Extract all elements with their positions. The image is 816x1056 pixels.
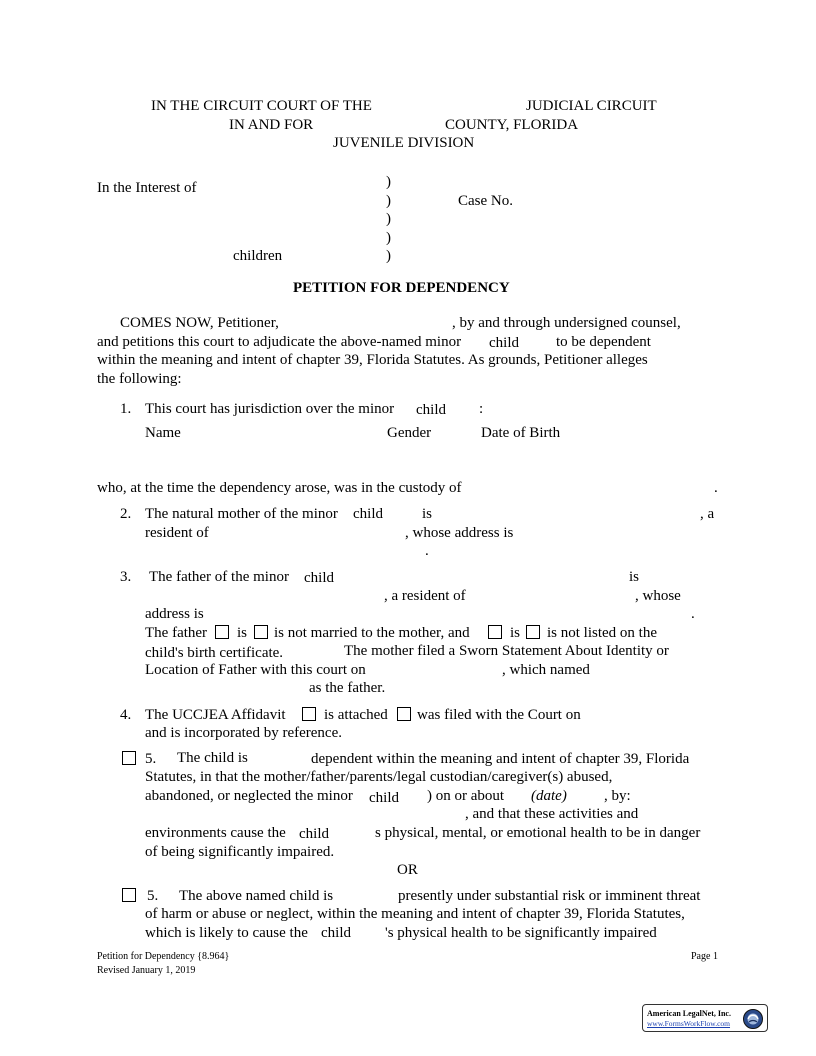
p2-address: , whose address is (405, 525, 514, 541)
p3-whose: , whose (635, 588, 681, 604)
intro-line1a: COMES NOW, Petitioner, (120, 315, 279, 331)
p5a-environments: environments cause the (145, 825, 286, 841)
case-number-label: Case No. (458, 193, 513, 209)
p5b-risk: presently under substantial risk or imminent threat (398, 888, 701, 904)
intro-line2b: to be dependent (556, 334, 651, 350)
p4-attached: is attached (324, 707, 388, 723)
p5a-number: 5. (145, 751, 157, 767)
legalnet-logo[interactable] (642, 1004, 768, 1032)
p1-number: 1. (120, 401, 132, 417)
p5a-physical: s physical, mental, or emotional health to be in danger (375, 825, 701, 841)
p3-not-listed: is not listed on the (547, 625, 657, 641)
p3-period: . (691, 606, 695, 622)
p5a-child-is: The child is (177, 750, 248, 766)
intro-line2a: and petitions this court to adjudicate the above-named minor (97, 334, 462, 350)
column-name: Name (145, 425, 181, 441)
p2-period: . (425, 543, 429, 559)
p5b-child: child (321, 925, 351, 941)
p3-not-married: is not married to the mother, and (274, 625, 470, 641)
p5b-checkbox[interactable] (122, 888, 136, 902)
p4-filed: was filed with the Court on (417, 707, 581, 723)
p3-birth-cert: child's birth certificate. (145, 645, 284, 661)
p3-resident: , a resident of (384, 588, 466, 604)
father-listed-checkbox[interactable] (488, 625, 502, 639)
p5a-on-about: ) on or about (427, 788, 505, 804)
p1-colon: : (479, 401, 484, 417)
p3-number: 3. (120, 569, 132, 585)
p1-child: child (416, 402, 446, 418)
p3-as-father: as the father. (309, 680, 386, 696)
p3-child: child (304, 570, 334, 586)
p4-number: 4. (120, 707, 132, 723)
caption-paren-3: ) (386, 211, 391, 227)
caption-paren-4: ) (386, 230, 391, 246)
p5a-activities: , and that these activities and (465, 806, 639, 822)
p4-text: The UCCJEA Affidavit (145, 707, 286, 723)
p4-incorporated: and is incorporated by reference. (145, 725, 342, 741)
footer-page: Page 1 (691, 951, 718, 962)
p5a-impaired: of being significantly impaired. (145, 844, 335, 860)
father-not-listed-checkbox[interactable] (526, 625, 540, 639)
caption-paren-2: ) (386, 193, 391, 209)
custody-text: who, at the time the dependency arose, was in the custody of (97, 480, 462, 496)
footer-revised: Revised January 1, 2019 (97, 965, 196, 976)
p3-is-2: is (510, 625, 521, 641)
intro-line3: within the meaning and intent of chapter 39, Florida Statutes. As grounds, Petitioner alleges (97, 352, 648, 368)
p5b-text: The above named child is (179, 888, 334, 904)
p5b-line3b: 's physical health to be significantly impaired (385, 925, 657, 941)
logo-url[interactable]: www.FormsWorkFlow.com (647, 1019, 731, 1028)
p5a-line3a: abandoned, or neglected the minor (145, 788, 353, 804)
caption-paren-5: ) (386, 248, 391, 264)
division-header: JUVENILE DIVISION (333, 135, 475, 151)
intro-child: child (489, 335, 519, 351)
globe-icon (742, 1008, 764, 1030)
p2-text: The natural mother of the minor (145, 506, 338, 522)
p1-text: This court has jurisdiction over the minor (145, 401, 395, 417)
p3-address: address is (145, 606, 204, 622)
p5a-by: , by: (604, 788, 631, 804)
p3-named: , which named (502, 662, 590, 678)
logo-company-name: American LegalNet, Inc. (647, 1009, 731, 1018)
p5a-date: (date) (531, 788, 567, 804)
p3-is: is (629, 569, 640, 585)
p5a-line2: Statutes, in that the mother/father/parents/legal custodian/caregiver(s) abused, (145, 769, 613, 785)
interest-label: In the Interest of (97, 180, 197, 196)
p3-father-label: The father (145, 625, 208, 641)
document-title: PETITION FOR DEPENDENCY (293, 280, 510, 296)
father-is-checkbox[interactable] (215, 625, 229, 639)
children-label: children (233, 248, 283, 264)
p3-location: Location of Father with this court on (145, 662, 366, 678)
p3-text: The father of the minor (149, 569, 289, 585)
footer-form-name: Petition for Dependency {8.964} (97, 951, 230, 962)
county-header-left: IN AND FOR (229, 117, 314, 133)
court-header-right: JUDICIAL CIRCUIT (526, 98, 657, 114)
p5a-child-2: child (299, 826, 329, 842)
p5b-line2: of harm or abuse or neglect, within the meaning and intent of chapter 39, Florida Statutes, (145, 906, 685, 922)
uccjea-filed-checkbox[interactable] (397, 707, 411, 721)
p5b-number: 5. (147, 888, 159, 904)
custody-period: . (714, 480, 718, 496)
p5b-line3a: which is likely to cause the (145, 925, 308, 941)
column-gender: Gender (387, 425, 432, 441)
caption-paren-1: ) (386, 174, 391, 190)
p3-is-1: is (237, 625, 248, 641)
father-not-married-checkbox[interactable] (254, 625, 268, 639)
p2-is: is (422, 506, 433, 522)
column-dob: Date of Birth (481, 425, 561, 441)
p3-sworn: The mother filed a Sworn Statement About Identity or (344, 643, 669, 659)
p5a-checkbox[interactable] (122, 751, 136, 765)
p2-resident: resident of (145, 525, 209, 541)
intro-line1b: , by and through undersigned counsel, (452, 315, 681, 331)
or-separator: OR (397, 862, 418, 878)
p5a-child: child (369, 790, 399, 806)
p2-number: 2. (120, 506, 132, 522)
p2-a: , a (700, 506, 715, 522)
intro-line4: the following: (97, 371, 182, 387)
p5a-dependent: dependent within the meaning and intent of chapter 39, Florida (311, 751, 690, 767)
county-header-right: COUNTY, FLORIDA (445, 117, 579, 133)
uccjea-attached-checkbox[interactable] (302, 707, 316, 721)
p2-child: child (353, 506, 383, 522)
court-header-left: IN THE CIRCUIT COURT OF THE (151, 98, 372, 114)
